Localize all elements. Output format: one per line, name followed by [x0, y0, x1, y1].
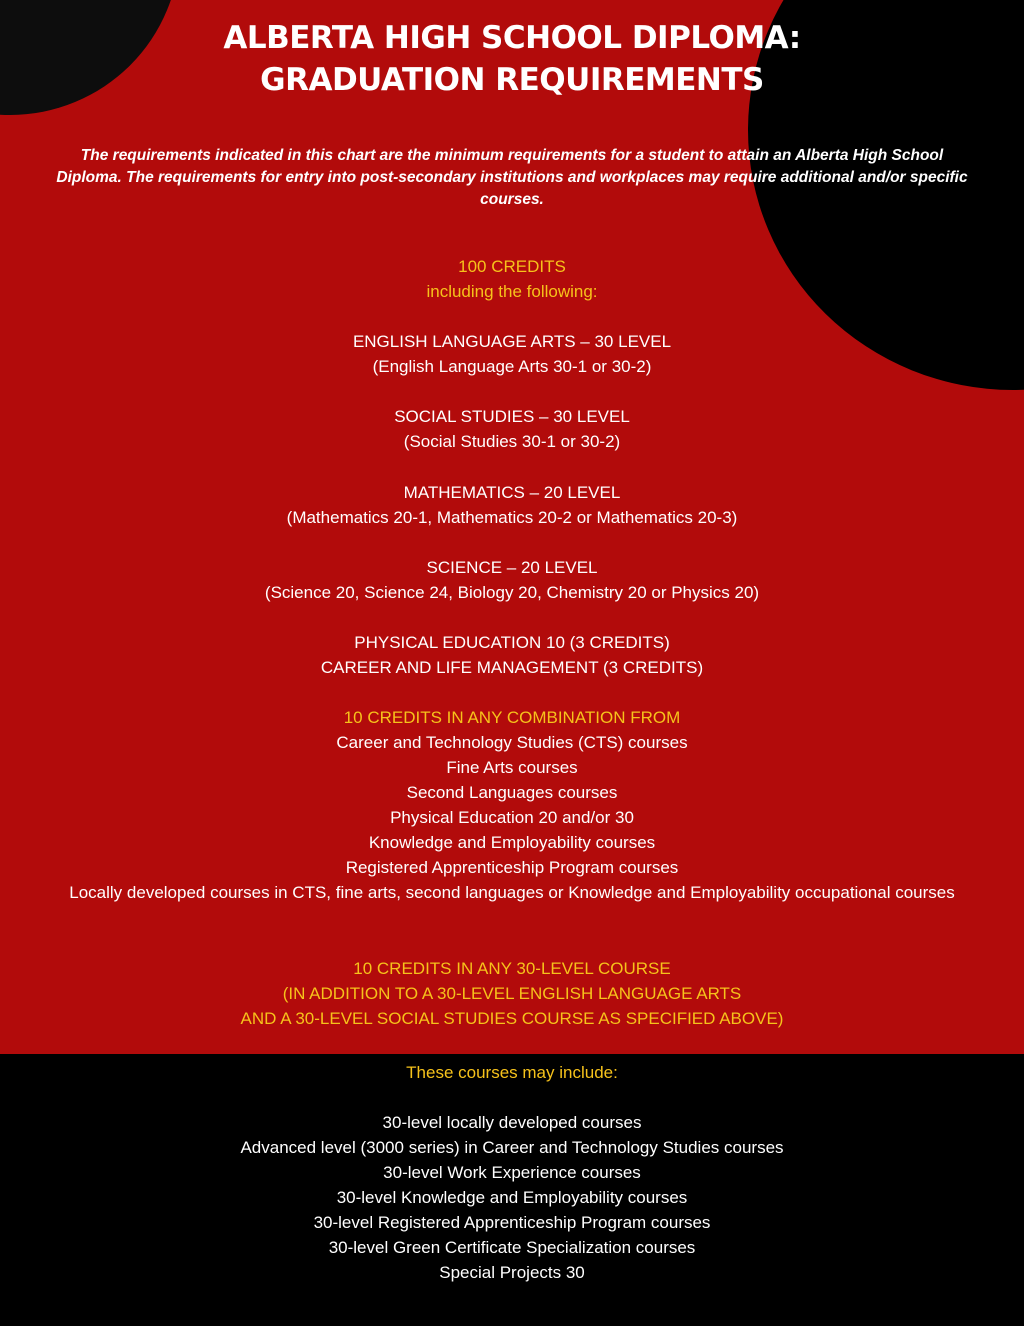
science-heading: SCIENCE – 20 LEVEL	[426, 558, 598, 577]
page-title-line1: ALBERTA HIGH SCHOOL DIPLOMA:	[223, 20, 801, 56]
social-detail: (Social Studies 30-1 or 30-2)	[403, 432, 621, 451]
combination-item: Locally developed courses in CTS, fine arts, second languages or Knowledge and Employability occupational courses	[69, 883, 955, 902]
math-detail: (Mathematics 20-1, Mathematics 20-2 or Mathematics 20-3)	[286, 508, 738, 527]
pe-requirement: PHYSICAL EDUCATION 10 (3 CREDITS)	[354, 633, 670, 652]
science-detail: (Science 20, Science 24, Biology 20, Chemistry 20 or Physics 20)	[264, 583, 760, 602]
combination-item: Physical Education 20 and/or 30	[390, 808, 634, 827]
credits-total: 100 CREDITS	[458, 257, 566, 276]
thirty-level-note-2: AND A 30-LEVEL SOCIAL STUDIES COURSE AS SPECIFIED ABOVE)	[240, 1009, 784, 1028]
may-include-item: Special Projects 30	[439, 1263, 585, 1282]
credits-including: including the following:	[426, 282, 598, 301]
combination-item: Fine Arts courses	[446, 758, 578, 777]
combination-item: Registered Apprenticeship Program courses	[345, 858, 679, 877]
intro-paragraph: The requirements indicated in this chart are the minimum requirements for a student to attain an Alberta High School Diploma. The requirements for entry into post-secondary institutions and workplaces may require additional and/or specific courses.	[56, 147, 968, 208]
may-include-item: 30-level Knowledge and Employability courses	[336, 1188, 688, 1207]
ela-detail: (English Language Arts 30-1 or 30-2)	[372, 357, 652, 376]
combination-item: Career and Technology Studies (CTS) courses	[336, 733, 688, 752]
may-include-item: 30-level Work Experience courses	[383, 1163, 641, 1182]
calm-requirement: CAREER AND LIFE MANAGEMENT (3 CREDITS)	[320, 658, 704, 677]
may-include-item: 30-level Green Certificate Specialization courses	[328, 1238, 696, 1257]
may-include-item: 30-level locally developed courses	[382, 1113, 642, 1132]
page-title-line2: GRADUATION REQUIREMENTS	[260, 62, 764, 98]
combination-heading: 10 CREDITS IN ANY COMBINATION FROM	[343, 708, 681, 727]
combination-item: Knowledge and Employability courses	[368, 833, 656, 852]
may-include-item: 30-level Registered Apprenticeship Program courses	[313, 1213, 711, 1232]
social-heading: SOCIAL STUDIES – 30 LEVEL	[394, 407, 630, 426]
combination-item: Second Languages courses	[406, 783, 618, 802]
ela-heading: ENGLISH LANGUAGE ARTS – 30 LEVEL	[352, 332, 672, 351]
thirty-level-heading: 10 CREDITS IN ANY 30-LEVEL COURSE	[353, 959, 671, 978]
thirty-level-note-1: (IN ADDITION TO A 30-LEVEL ENGLISH LANGUAGE ARTS	[282, 984, 742, 1003]
may-include-heading: These courses may include:	[406, 1063, 618, 1082]
math-heading: MATHEMATICS – 20 LEVEL	[403, 483, 621, 502]
may-include-item: Advanced level (3000 series) in Career and Technology Studies courses	[240, 1138, 784, 1157]
